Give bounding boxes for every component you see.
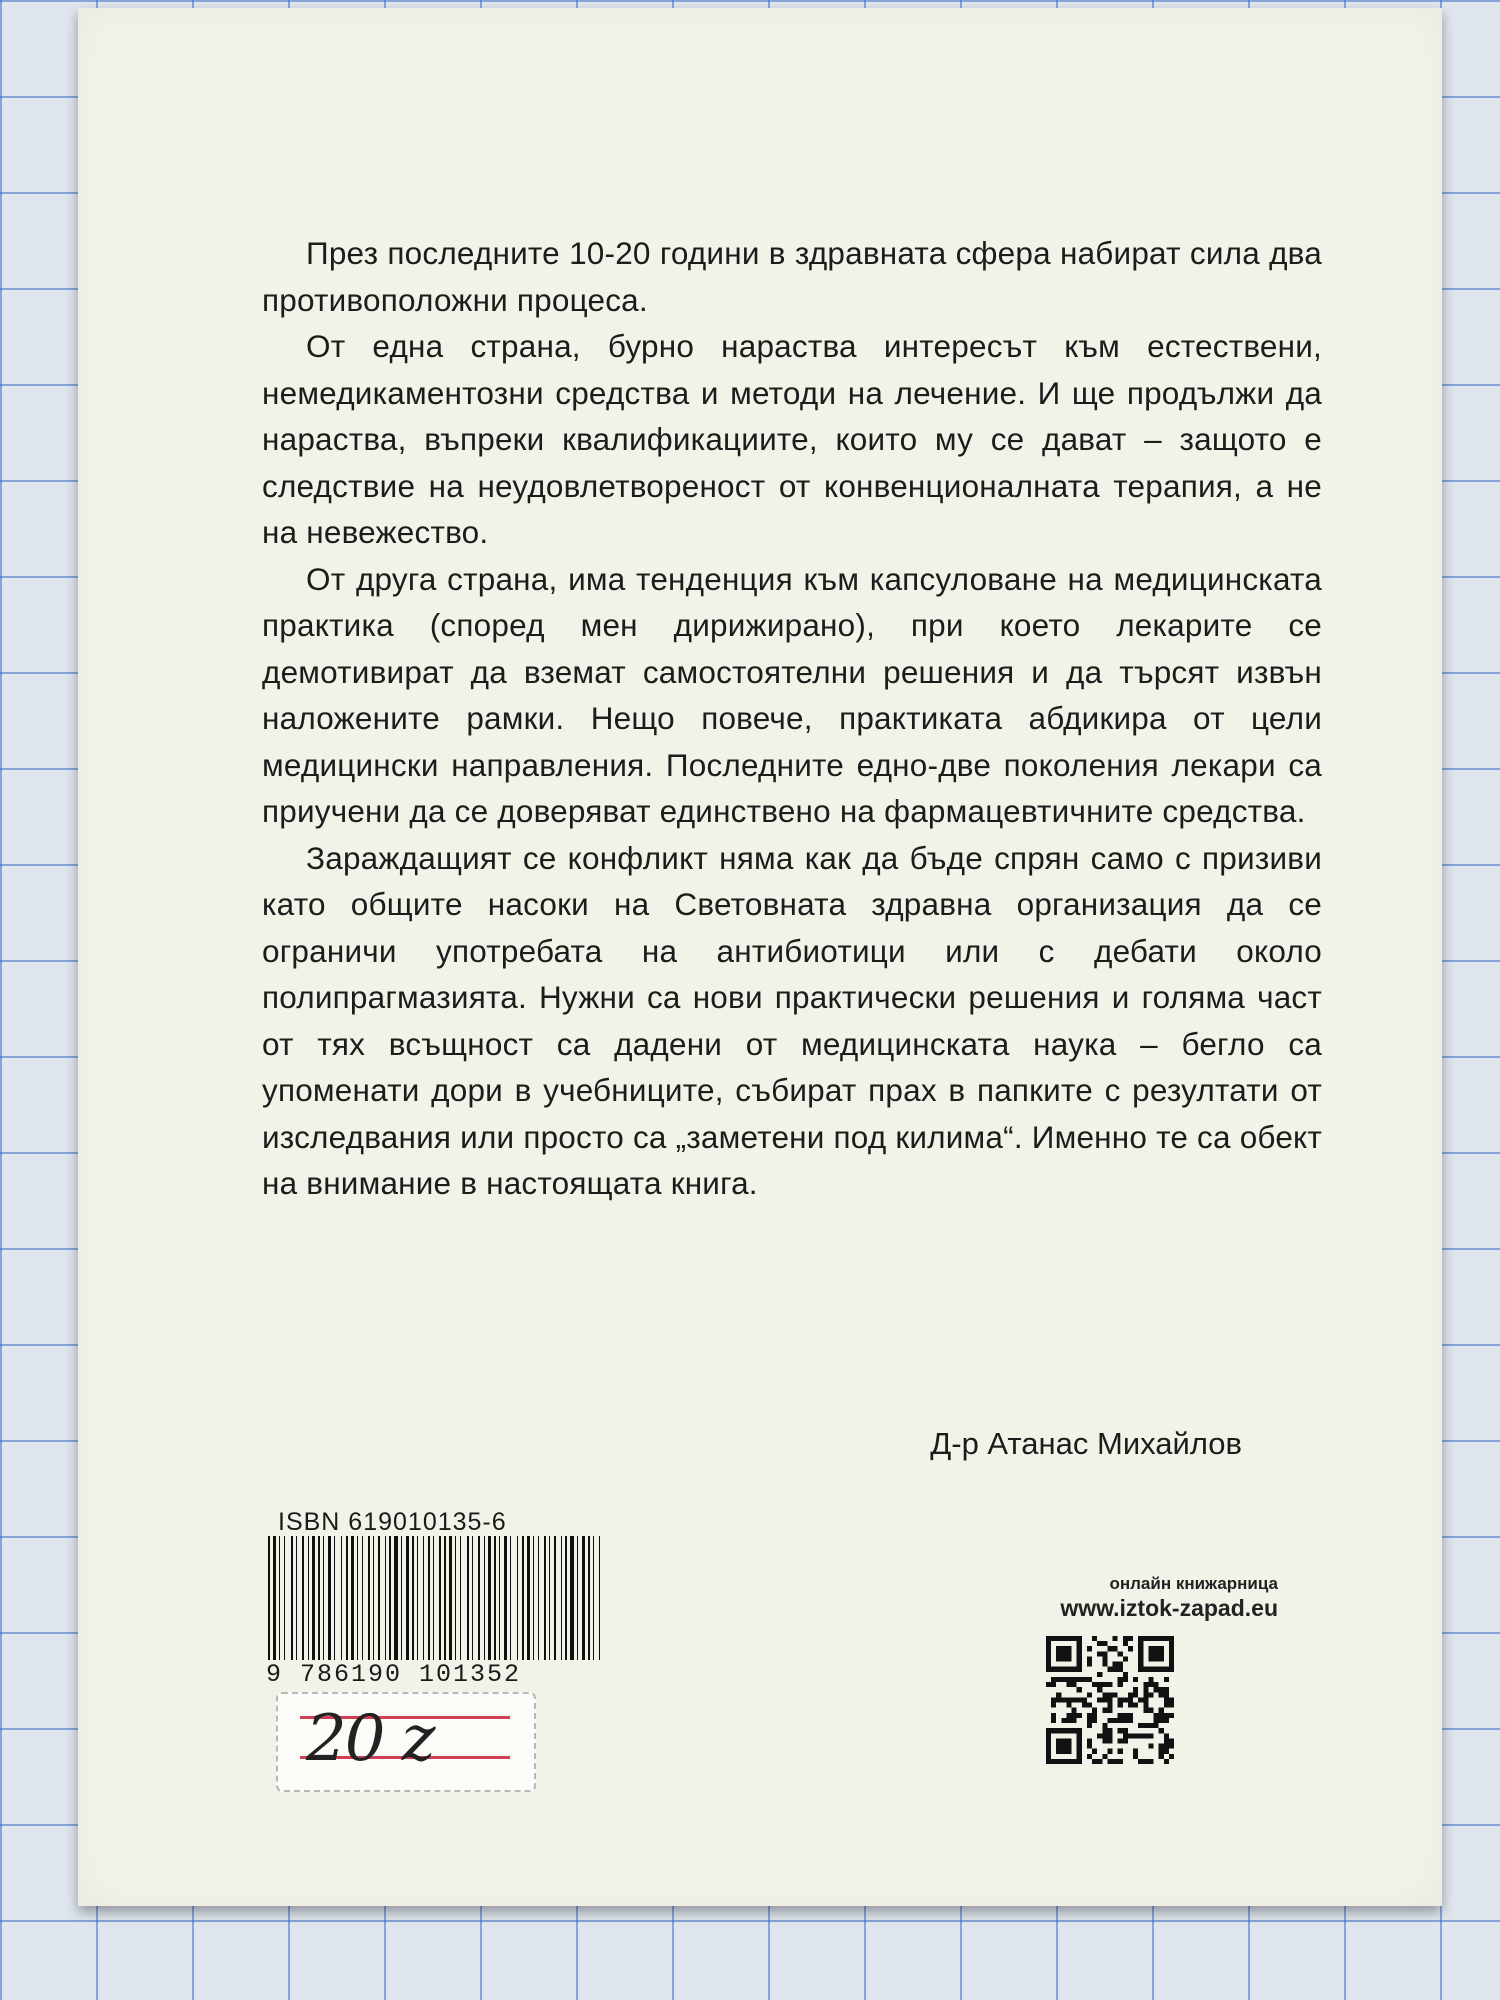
handwritten-price: 20 z — [306, 1702, 434, 1776]
price-sticker — [276, 1692, 536, 1792]
shop-url: www.iztok-zapad.eu — [1060, 1595, 1278, 1621]
isbn-label: ISBN 619010135-6 — [278, 1508, 507, 1536]
blurb-paragraph-1: През последните 10-20 години в здравната сфера набират сила два противоположни процеса. — [262, 235, 1322, 318]
barcode-icon — [266, 1536, 603, 1660]
author-signature: Д-р Атанас Михайлов — [930, 1426, 1242, 1461]
shop-label: онлайн книжарница — [1109, 1574, 1278, 1593]
qr-code-icon — [1046, 1636, 1174, 1764]
blurb-paragraph-4: Зараждащият се конфликт няма как да бъде спрян само с призиви като общите насоки на Световната здравна организация да се ограничи употребата на антибиотици или с дебати около полипрагмазията. Нужни са нови практически решения и голяма част от тях всъщност са дадени от медицинската наука – бегло са упоменати дори в учебниците, събират прах в папките с резултати от изследвания или просто са „заметени под килима“. Именно те са обект на внимание в настоящата книга. — [262, 839, 1322, 1201]
book-back-cover — [78, 8, 1442, 1906]
barcode-digits: 9 786190 101352 — [266, 1660, 522, 1689]
blurb-paragraph-2: От една страна, бурно нараства интересът към естествени, немедикаментозни средства и методи на лечение. И ще продължи да нараства, въпреки квалификациите, които му се дават – защото е следствие на неудовлетвореност от конвенционалната терапия, а не на невежество. — [262, 328, 1322, 550]
blurb-paragraph-3: От друга страна, има тенденция към капсуловане на медицинската практика (според мен дирижирано), при което лекарите се демотивират да вземат самостоятелни решения и да търсят извън наложените рамки. Нещо повече, практиката абдикира от цели медицински направления. Последните едно-две поколения лекари са приучени да се доверяват единствено на фармацевтичните средства. — [262, 560, 1322, 829]
blurb-text — [262, 230, 1322, 1207]
